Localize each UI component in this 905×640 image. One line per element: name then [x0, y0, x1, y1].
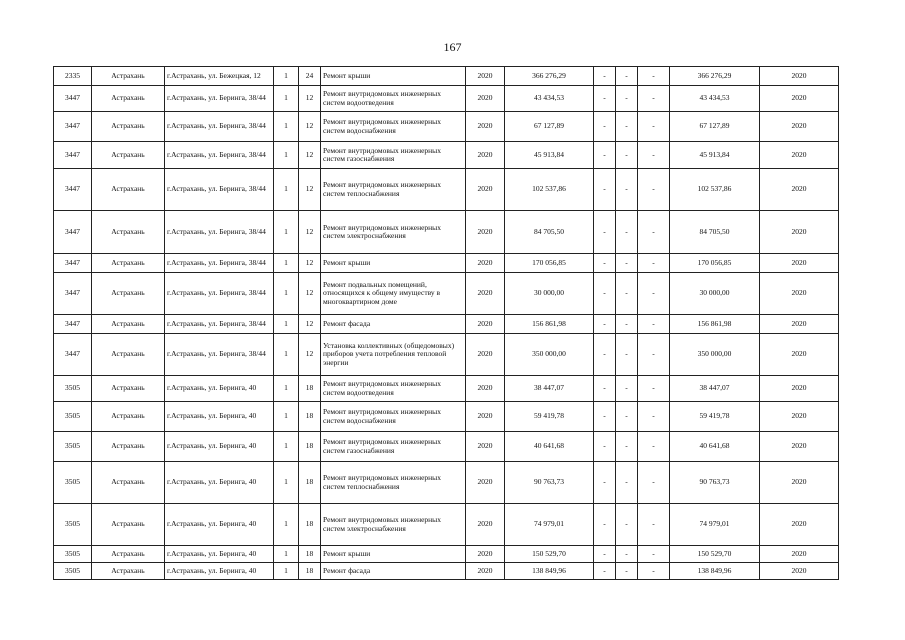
cell-dash-1: -: [594, 254, 616, 273]
cell-house-id: 3447: [54, 112, 92, 142]
table-row: [54, 546, 839, 563]
cell-year: 2020: [466, 254, 505, 273]
cell-work-type: Ремонт крыши: [321, 254, 466, 273]
cell-year: 2020: [466, 273, 505, 315]
cell-dash-1: -: [594, 546, 616, 563]
cell-house-id: 2335: [54, 67, 92, 86]
cell-house-id: 3447: [54, 334, 92, 376]
cell-city: Астрахань: [92, 315, 165, 334]
cell-year-planned: 2020: [760, 142, 839, 169]
cell-total: 102 537,86: [670, 169, 760, 211]
cell-total: 43 434,53: [670, 86, 760, 112]
cell-city: Астрахань: [92, 169, 165, 211]
cell-total: 30 000,00: [670, 273, 760, 315]
cell-year-planned: 2020: [760, 432, 839, 462]
cell-dash-2: -: [616, 254, 638, 273]
cell-address: г.Астрахань, ул. Беринга, 38/44: [165, 86, 274, 112]
cell-dash-2: -: [616, 504, 638, 546]
table-row: [54, 563, 839, 580]
cell-dash-3: -: [638, 86, 670, 112]
cell-address: г.Астрахань, ул. Беринга, 40: [165, 546, 274, 563]
cell-cost: 102 537,86: [505, 169, 594, 211]
cell-count-2: 12: [299, 211, 321, 254]
cell-house-id: 3505: [54, 432, 92, 462]
cell-dash-2: -: [616, 402, 638, 432]
cell-dash-2: -: [616, 315, 638, 334]
cell-house-id: 3447: [54, 315, 92, 334]
table-row: [54, 254, 839, 273]
cell-house-id: 3505: [54, 462, 92, 504]
cell-cost: 40 641,68: [505, 432, 594, 462]
table-row: [54, 67, 839, 86]
table-row: [54, 315, 839, 334]
cell-house-id: 3505: [54, 546, 92, 563]
cell-count-1: 1: [274, 462, 299, 504]
cell-year-planned: 2020: [760, 112, 839, 142]
cell-count-1: 1: [274, 402, 299, 432]
cell-work-type: Ремонт крыши: [321, 67, 466, 86]
cell-year-planned: 2020: [760, 254, 839, 273]
cell-count-2: 24: [299, 67, 321, 86]
cell-total: 84 705,50: [670, 211, 760, 254]
cell-count-1: 1: [274, 254, 299, 273]
cell-address: г.Астрахань, ул. Беринга, 38/44: [165, 112, 274, 142]
cell-count-2: 18: [299, 563, 321, 580]
cell-count-2: 18: [299, 504, 321, 546]
cell-year-planned: 2020: [760, 563, 839, 580]
cell-work-type: Установка коллективных (общедомовых) приборов учета потребления тепловой энергии: [321, 334, 466, 376]
cell-total: 170 056,85: [670, 254, 760, 273]
cell-year-planned: 2020: [760, 315, 839, 334]
cell-dash-2: -: [616, 376, 638, 402]
cell-work-type: Ремонт подвальных помещений, относящихся к общему имуществу в многоквартирном доме: [321, 273, 466, 315]
cell-dash-3: -: [638, 504, 670, 546]
cell-dash-1: -: [594, 112, 616, 142]
cell-total: 150 529,70: [670, 546, 760, 563]
cell-dash-1: -: [594, 432, 616, 462]
cell-address: г.Астрахань, ул. Беринга, 40: [165, 402, 274, 432]
cell-work-type: Ремонт внутридомовых инженерных систем электроснабжения: [321, 504, 466, 546]
cell-count-1: 1: [274, 67, 299, 86]
cell-total: 156 861,98: [670, 315, 760, 334]
cell-year: 2020: [466, 402, 505, 432]
cell-total: 350 000,00: [670, 334, 760, 376]
table-row: [54, 402, 839, 432]
cell-work-type: Ремонт фасада: [321, 563, 466, 580]
cell-count-2: 18: [299, 432, 321, 462]
table-row: [54, 169, 839, 211]
table-body: [54, 67, 839, 580]
cell-year: 2020: [466, 67, 505, 86]
cell-year-planned: 2020: [760, 211, 839, 254]
cell-address: г.Астрахань, ул. Беринга, 38/44: [165, 254, 274, 273]
cell-work-type: Ремонт внутридомовых инженерных систем электроснабжения: [321, 211, 466, 254]
cell-year-planned: 2020: [760, 546, 839, 563]
cell-count-1: 1: [274, 211, 299, 254]
cell-count-1: 1: [274, 142, 299, 169]
cell-count-1: 1: [274, 376, 299, 402]
cell-total: 138 849,96: [670, 563, 760, 580]
cell-work-type: Ремонт внутридомовых инженерных систем газоснабжения: [321, 142, 466, 169]
table-row: [54, 504, 839, 546]
cell-dash-2: -: [616, 67, 638, 86]
cell-count-2: 12: [299, 86, 321, 112]
cell-city: Астрахань: [92, 432, 165, 462]
cell-year-planned: 2020: [760, 376, 839, 402]
cell-work-type: Ремонт фасада: [321, 315, 466, 334]
cell-address: г.Астрахань, ул. Беринга, 40: [165, 462, 274, 504]
cell-city: Астрахань: [92, 334, 165, 376]
cell-cost: 138 849,96: [505, 563, 594, 580]
repair-register-table: [53, 66, 839, 580]
table-row: [54, 462, 839, 504]
cell-cost: 74 979,01: [505, 504, 594, 546]
cell-dash-2: -: [616, 211, 638, 254]
cell-dash-2: -: [616, 462, 638, 504]
cell-year: 2020: [466, 169, 505, 211]
cell-total: 45 913,84: [670, 142, 760, 169]
cell-count-1: 1: [274, 432, 299, 462]
cell-dash-3: -: [638, 462, 670, 504]
cell-cost: 90 763,73: [505, 462, 594, 504]
cell-dash-1: -: [594, 563, 616, 580]
cell-dash-2: -: [616, 142, 638, 169]
cell-house-id: 3505: [54, 376, 92, 402]
cell-dash-2: -: [616, 273, 638, 315]
cell-year-planned: 2020: [760, 334, 839, 376]
cell-total: 40 641,68: [670, 432, 760, 462]
cell-total: 90 763,73: [670, 462, 760, 504]
cell-count-1: 1: [274, 86, 299, 112]
cell-city: Астрахань: [92, 86, 165, 112]
table-row: [54, 86, 839, 112]
cell-count-1: 1: [274, 315, 299, 334]
cell-address: г.Астрахань, ул. Беринга, 40: [165, 563, 274, 580]
cell-address: г.Астрахань, ул. Беринга, 38/44: [165, 315, 274, 334]
cell-year-planned: 2020: [760, 67, 839, 86]
cell-cost: 150 529,70: [505, 546, 594, 563]
cell-year: 2020: [466, 315, 505, 334]
cell-year-planned: 2020: [760, 462, 839, 504]
cell-cost: 84 705,50: [505, 211, 594, 254]
cell-address: г.Астрахань, ул. Беринга, 40: [165, 504, 274, 546]
cell-work-type: Ремонт внутридомовых инженерных систем водоотведения: [321, 376, 466, 402]
cell-year: 2020: [466, 504, 505, 546]
cell-count-1: 1: [274, 169, 299, 211]
cell-dash-3: -: [638, 254, 670, 273]
table-row: [54, 376, 839, 402]
cell-city: Астрахань: [92, 563, 165, 580]
cell-dash-1: -: [594, 169, 616, 211]
cell-count-1: 1: [274, 334, 299, 376]
cell-dash-3: -: [638, 112, 670, 142]
cell-cost: 30 000,00: [505, 273, 594, 315]
cell-work-type: Ремонт внутридомовых инженерных систем водоотведения: [321, 86, 466, 112]
cell-dash-3: -: [638, 67, 670, 86]
cell-count-1: 1: [274, 546, 299, 563]
cell-dash-2: -: [616, 546, 638, 563]
table-row: [54, 211, 839, 254]
cell-dash-2: -: [616, 334, 638, 376]
cell-address: г.Астрахань, ул. Беринга, 40: [165, 432, 274, 462]
cell-year-planned: 2020: [760, 169, 839, 211]
cell-house-id: 3447: [54, 142, 92, 169]
cell-dash-1: -: [594, 273, 616, 315]
cell-cost: 156 861,98: [505, 315, 594, 334]
cell-dash-1: -: [594, 376, 616, 402]
cell-cost: 350 000,00: [505, 334, 594, 376]
cell-dash-1: -: [594, 462, 616, 504]
cell-dash-1: -: [594, 67, 616, 86]
table-row: [54, 142, 839, 169]
cell-count-2: 12: [299, 169, 321, 211]
cell-house-id: 3447: [54, 169, 92, 211]
cell-total: 366 276,29: [670, 67, 760, 86]
cell-count-2: 18: [299, 376, 321, 402]
cell-cost: 45 913,84: [505, 142, 594, 169]
cell-work-type: Ремонт внутридомовых инженерных систем теплоснабжения: [321, 169, 466, 211]
cell-dash-3: -: [638, 563, 670, 580]
cell-count-2: 18: [299, 462, 321, 504]
cell-dash-1: -: [594, 142, 616, 169]
cell-dash-3: -: [638, 402, 670, 432]
cell-count-1: 1: [274, 112, 299, 142]
cell-year: 2020: [466, 563, 505, 580]
cell-dash-1: -: [594, 211, 616, 254]
cell-count-2: 12: [299, 112, 321, 142]
cell-address: г.Астрахань, ул. Беринга, 38/44: [165, 273, 274, 315]
cell-dash-1: -: [594, 315, 616, 334]
cell-work-type: Ремонт внутридомовых инженерных систем теплоснабжения: [321, 462, 466, 504]
cell-city: Астрахань: [92, 273, 165, 315]
cell-count-2: 18: [299, 546, 321, 563]
cell-city: Астрахань: [92, 462, 165, 504]
cell-city: Астрахань: [92, 211, 165, 254]
cell-address: г.Астрахань, ул. Бежецкая, 12: [165, 67, 274, 86]
cell-house-id: 3505: [54, 504, 92, 546]
table-row: [54, 432, 839, 462]
table-row: [54, 273, 839, 315]
cell-year: 2020: [466, 462, 505, 504]
cell-dash-3: -: [638, 334, 670, 376]
cell-total: 59 419,78: [670, 402, 760, 432]
cell-house-id: 3447: [54, 86, 92, 112]
cell-total: 67 127,89: [670, 112, 760, 142]
page-number: 167: [443, 40, 462, 54]
cell-cost: 67 127,89: [505, 112, 594, 142]
cell-year: 2020: [466, 334, 505, 376]
cell-count-2: 12: [299, 273, 321, 315]
cell-count-2: 18: [299, 402, 321, 432]
cell-house-id: 3447: [54, 273, 92, 315]
cell-city: Астрахань: [92, 546, 165, 563]
cell-address: г.Астрахань, ул. Беринга, 38/44: [165, 169, 274, 211]
cell-cost: 170 056,85: [505, 254, 594, 273]
cell-work-type: Ремонт внутридомовых инженерных систем газоснабжения: [321, 432, 466, 462]
cell-dash-3: -: [638, 169, 670, 211]
cell-count-2: 12: [299, 315, 321, 334]
cell-dash-2: -: [616, 563, 638, 580]
cell-dash-3: -: [638, 376, 670, 402]
cell-house-id: 3505: [54, 563, 92, 580]
cell-year: 2020: [466, 112, 505, 142]
cell-city: Астрахань: [92, 402, 165, 432]
cell-dash-3: -: [638, 546, 670, 563]
cell-house-id: 3505: [54, 402, 92, 432]
cell-dash-3: -: [638, 142, 670, 169]
cell-count-1: 1: [274, 273, 299, 315]
cell-year: 2020: [466, 546, 505, 563]
table-row: [54, 112, 839, 142]
cell-count-2: 12: [299, 254, 321, 273]
cell-dash-3: -: [638, 273, 670, 315]
cell-city: Астрахань: [92, 67, 165, 86]
cell-year-planned: 2020: [760, 402, 839, 432]
cell-year: 2020: [466, 86, 505, 112]
cell-house-id: 3447: [54, 211, 92, 254]
cell-year: 2020: [466, 376, 505, 402]
cell-dash-1: -: [594, 402, 616, 432]
table-row: [54, 334, 839, 376]
cell-count-1: 1: [274, 563, 299, 580]
cell-year: 2020: [466, 211, 505, 254]
cell-city: Астрахань: [92, 254, 165, 273]
cell-cost: 43 434,53: [505, 86, 594, 112]
cell-dash-2: -: [616, 86, 638, 112]
cell-year: 2020: [466, 142, 505, 169]
cell-address: г.Астрахань, ул. Беринга, 40: [165, 376, 274, 402]
cell-city: Астрахань: [92, 376, 165, 402]
cell-city: Астрахань: [92, 142, 165, 169]
cell-address: г.Астрахань, ул. Беринга, 38/44: [165, 142, 274, 169]
cell-count-2: 12: [299, 334, 321, 376]
cell-dash-3: -: [638, 432, 670, 462]
cell-year-planned: 2020: [760, 504, 839, 546]
cell-year-planned: 2020: [760, 86, 839, 112]
cell-dash-2: -: [616, 169, 638, 211]
cell-address: г.Астрахань, ул. Беринга, 38/44: [165, 211, 274, 254]
cell-cost: 366 276,29: [505, 67, 594, 86]
cell-cost: 59 419,78: [505, 402, 594, 432]
cell-house-id: 3447: [54, 254, 92, 273]
cell-address: г.Астрахань, ул. Беринга, 38/44: [165, 334, 274, 376]
cell-count-1: 1: [274, 504, 299, 546]
cell-city: Астрахань: [92, 112, 165, 142]
cell-cost: 38 447,07: [505, 376, 594, 402]
cell-work-type: Ремонт крыши: [321, 546, 466, 563]
cell-dash-2: -: [616, 112, 638, 142]
cell-city: Астрахань: [92, 504, 165, 546]
cell-dash-3: -: [638, 315, 670, 334]
cell-year: 2020: [466, 432, 505, 462]
cell-count-2: 12: [299, 142, 321, 169]
cell-total: 38 447,07: [670, 376, 760, 402]
cell-work-type: Ремонт внутридомовых инженерных систем водоснабжения: [321, 112, 466, 142]
cell-dash-1: -: [594, 504, 616, 546]
cell-dash-3: -: [638, 211, 670, 254]
cell-dash-1: -: [594, 334, 616, 376]
cell-dash-1: -: [594, 86, 616, 112]
cell-dash-2: -: [616, 432, 638, 462]
cell-year-planned: 2020: [760, 273, 839, 315]
cell-work-type: Ремонт внутридомовых инженерных систем водоснабжения: [321, 402, 466, 432]
cell-total: 74 979,01: [670, 504, 760, 546]
